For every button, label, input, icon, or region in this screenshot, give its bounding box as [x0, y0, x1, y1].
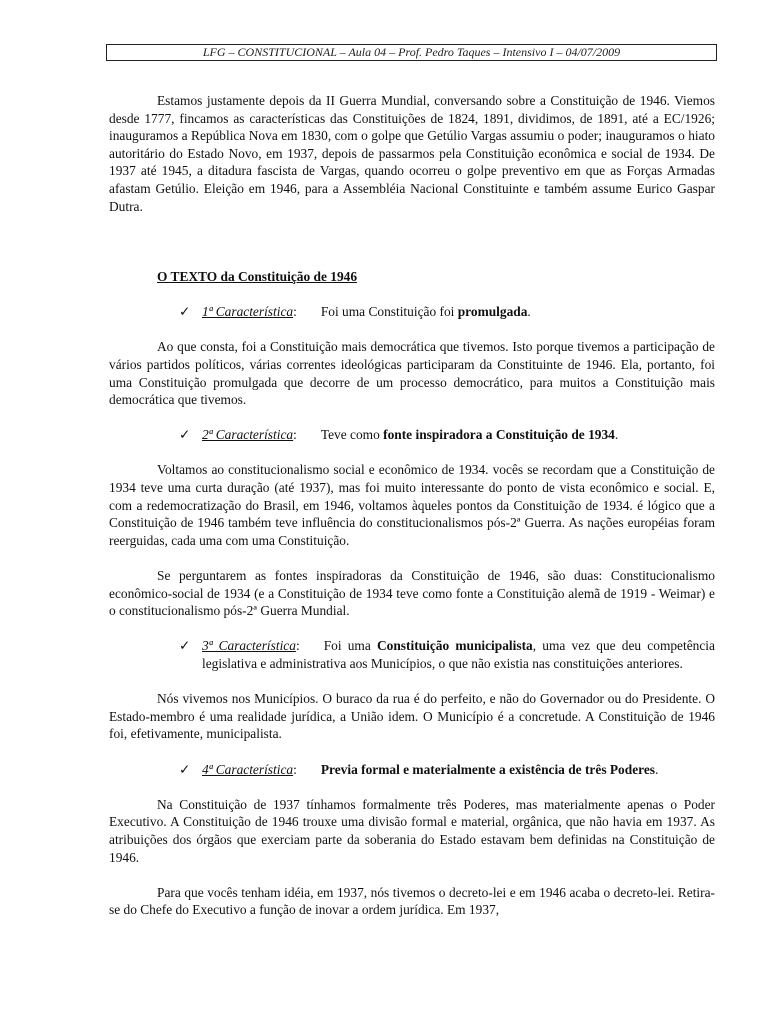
check-icon: ✓: [179, 761, 191, 777]
paragraph-6: Para que vocês tenham idéia, em 1937, nós tivemos o decreto-lei e em 1946 acaba o decreto-lei. Retira-se do Chefe do Executivo a função de inovar a ordem jurídica. Em 1937,: [109, 884, 715, 918]
characteristic-label: 2ª Característica: [202, 427, 294, 443]
section-title: O TEXTO da Constituição de 1946: [157, 268, 358, 284]
paragraph-3: Se perguntarem as fontes inspiradoras da Constituição de 1946, são duas: Constitucionalismo econômico-social de 1934 (e a Constituição de 1934 teve como fonte a Constituição alemã de 1919 - Weimar) e o constitucionalismo pós-2ª Guerra Mundial.: [109, 568, 715, 619]
check-icon: ✓: [179, 638, 191, 654]
characteristic-2: ✓ 2ª Característica: Teve como fonte inspiradora a Constituição de 1934.: [179, 427, 619, 443]
paragraph-1: Ao que consta, foi a Constituição mais democrática que tivemos. Isto porque tivemos a participação de vários partidos políticos, várias correntes ideológicas participaram da Constituinte de 1946. Ela, portanto, foi uma Constituição promulgada que decorre de um processo democrático, para muitos a Constituição mais democrática que tivemos.: [109, 339, 715, 408]
characteristic-1: ✓ 1ª Característica: Foi uma Constituição foi promulgada.: [179, 304, 531, 320]
characteristic-label: 1ª Característica: [202, 304, 294, 320]
check-icon: ✓: [179, 427, 191, 443]
characteristic-label: 3ª Característica: [202, 638, 296, 654]
characteristic-4: ✓ 4ª Característica: Previa formal e materialmente a existência de três Poderes.: [179, 761, 659, 777]
check-icon: ✓: [179, 304, 191, 320]
characteristic-label: 4ª Característica: [202, 761, 294, 777]
paragraph-4: Nós vivemos nos Municípios. O buraco da rua é do perfeito, e não do Governador ou do Presidente. O Estado-membro é uma realidade jurídica, a União idem. O Município é a concretude. A Constituição de 1946 foi, efetivamente, municipalista.: [109, 691, 715, 742]
intro-paragraph: Estamos justamente depois da II Guerra Mundial, conversando sobre a Constituição de 1946. Viemos desde 1777, fincamos as características das Constituições de 1824, 1891, dividimos, de 1891, até a EC/1926; inauguramos a República Nova em 1830, com o golpe que Getúlio Vargas assumiu o poder; inauguramos o hiato autoritário do Estado Novo, em 1937, depois de passarmos pela Constituição econômica e social de 1934. De 1937 até 1945, a ditadura fascista de Vargas, quando ocorreu o golpe preventivo em que as Forças Armadas afastam Getúlio. Eleição em 1946, para a Assembléia Nacional Constituinte e também assume Eurico Gaspar Dutra.: [109, 93, 715, 214]
characteristic-3: ✓ 3ª Característica: Foi uma Constituição municipalista, uma vez que deu competência legislativa e administrativa aos Municípios, o que não existia nas constituições anteriores.: [179, 638, 715, 671]
page-header: LFG – CONSTITUCIONAL – Aula 04 – Prof. Pedro Taques – Intensivo I – 04/07/2009: [106, 44, 717, 61]
paragraph-5: Na Constituição de 1937 tínhamos formalmente três Poderes, mas materialmente apenas o Poder Executivo. A Constituição de 1946 trouxe uma divisão formal e material, orgânica, que não havia em 1937. As atribuições dos órgãos que exerciam parte da soberania do Estado estavam bem definidas na Constituição de 1946.: [109, 796, 715, 865]
document-body: [109, 92, 715, 919]
paragraph-2: Voltamos ao constitucionalismo social e econômico de 1934. vocês se recordam que a Constituição de 1934 teve uma curta duração (até 1937), mas foi muito interessante do ponto de vista econômico e social. E, com a redemocratização do Brasil, em 1946, voltamos àqueles pontos da Constituição de 1934. é lógico que a Constituição de 1946 também teve influência do constitucionalismos pós-2ª Guerra. As nações européias foram reerguidas, cada uma com uma Constituição.: [109, 462, 715, 548]
